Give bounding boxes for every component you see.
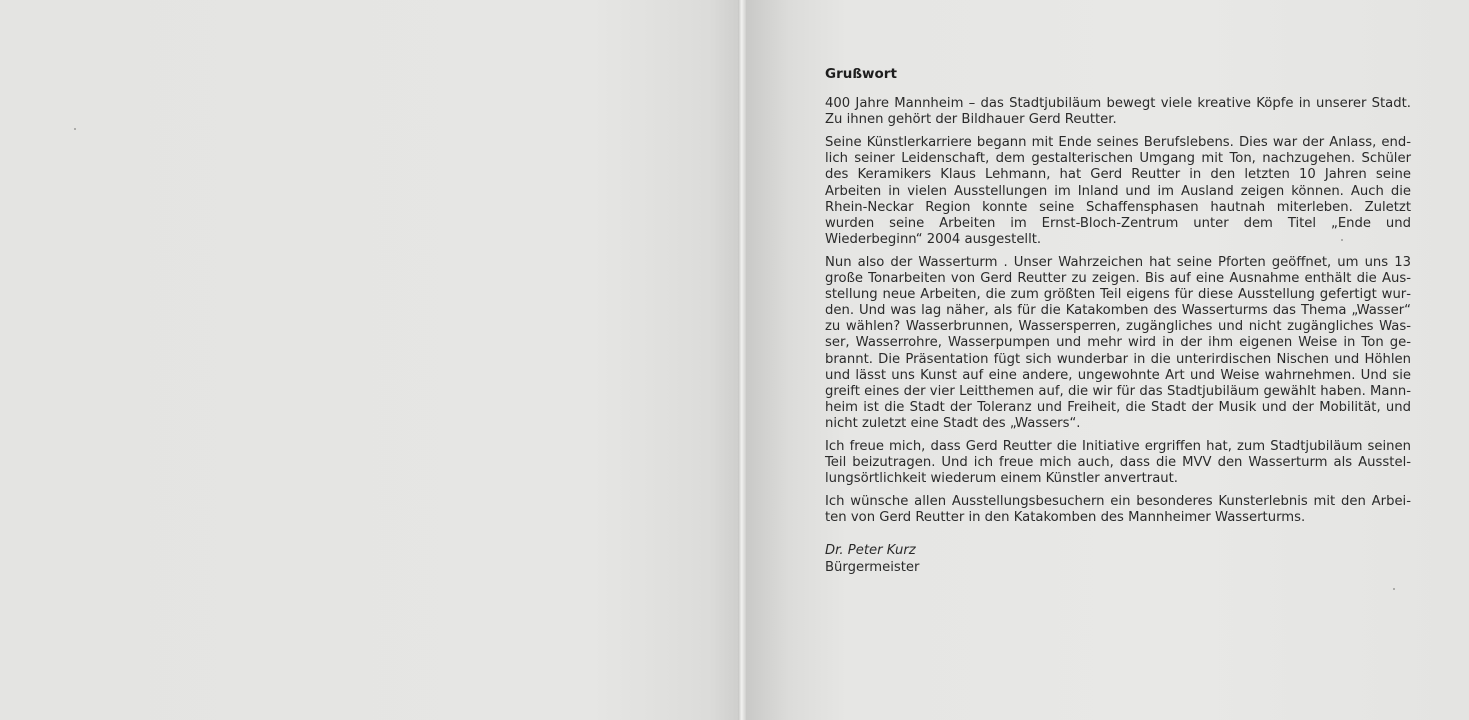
signature-name: Dr. Peter Kurz — [825, 543, 916, 559]
signature-block — [825, 543, 1411, 575]
paragraph: Seine Künstlerkarriere begann mit Ende seines Berufslebens. Dies war der Anlass, endlich seiner Leidenschaft, dem gestalterischen Umgang mit Ton, nachzugehen. Schüler des Keramikers Klaus Lehmann, hat Gerd Reutter in den letzten 10 Jahren seine Arbeiten in vielen Ausstellungen im Inland und im Ausland zeigen können. Auch die Rhein-Neckar Region konnte seine Schaffensphasen hautnah miterleben. Zuletzt wurden seine Arbeiten im Ernst-Bloch-Zentrum unter dem Titel „Ende und Wiederbeginn“ 2004 ausgestellt. — [825, 135, 1411, 247]
book-gutter — [738, 0, 746, 720]
paragraph: 400 Jahre Mannheim – das Stadtjubiläum bewegt viele kreative Köpfe in unserer Stadt. Zu ihnen gehört der Bildhauer Gerd Reutter. — [825, 96, 1411, 128]
page-title: Grußwort — [825, 66, 897, 82]
paragraph: Nun also der Wasserturm . Unser Wahrzeichen hat seine Pforten geöffnet, um uns 13 große Tonarbeiten von Gerd Reutter zu zeigen. Bis auf eine Ausnahme enthält die Ausstellung neue Arbeiten, die zum größten Teil eigens für diese Ausstellung gefertigt wurden. Und was lag näher, als für die Katakomben des Wasserturms das Thema „Wasser“ zu wählen? Wasserbrunnen, Wassersperren, zugängliches und nicht zugängliches Wasser, Wasserrohre, Wasserpumpen und mehr wird in der ihm eigenen Weise in Ton gebrannt. Die Präsentation fügt sich wunderbar in die unterirdischen Nischen und Höhlen und lässt uns Kunst auf eine andere, ungewohnte Art und Weise wahrnehmen. Und sie greift eines der vier Leitthemen auf, die wir für das Stadtjubiläum gewählt haben. Mannheim ist die Stadt der Toleranz und Freiheit, die Stadt der Musik und der Mobilität, und nicht zuletzt eine Stadt des „Wassers“. — [825, 254, 1411, 431]
signature-title: Bürgermeister — [825, 559, 920, 575]
greeting-text-block — [825, 66, 1411, 576]
paper-speck — [74, 128, 76, 130]
paragraph: Ich freue mich, dass Gerd Reutter die Initiative ergriffen hat, zum Stadtjubiläum seinen Teil beizutragen. Und ich freue mich auch, dass die MVV den Wasserturm als Ausstellungsörtlichkeit wiederum einem Künstler anvertraut. — [825, 438, 1411, 487]
paragraph: Ich wünsche allen Ausstellungsbesuchern ein besonderes Kunsterlebnis mit den Arbeiten von Gerd Reutter in den Katakomben des Mannheimer Wasserturms. — [825, 494, 1411, 526]
paper-speck — [1393, 588, 1395, 590]
